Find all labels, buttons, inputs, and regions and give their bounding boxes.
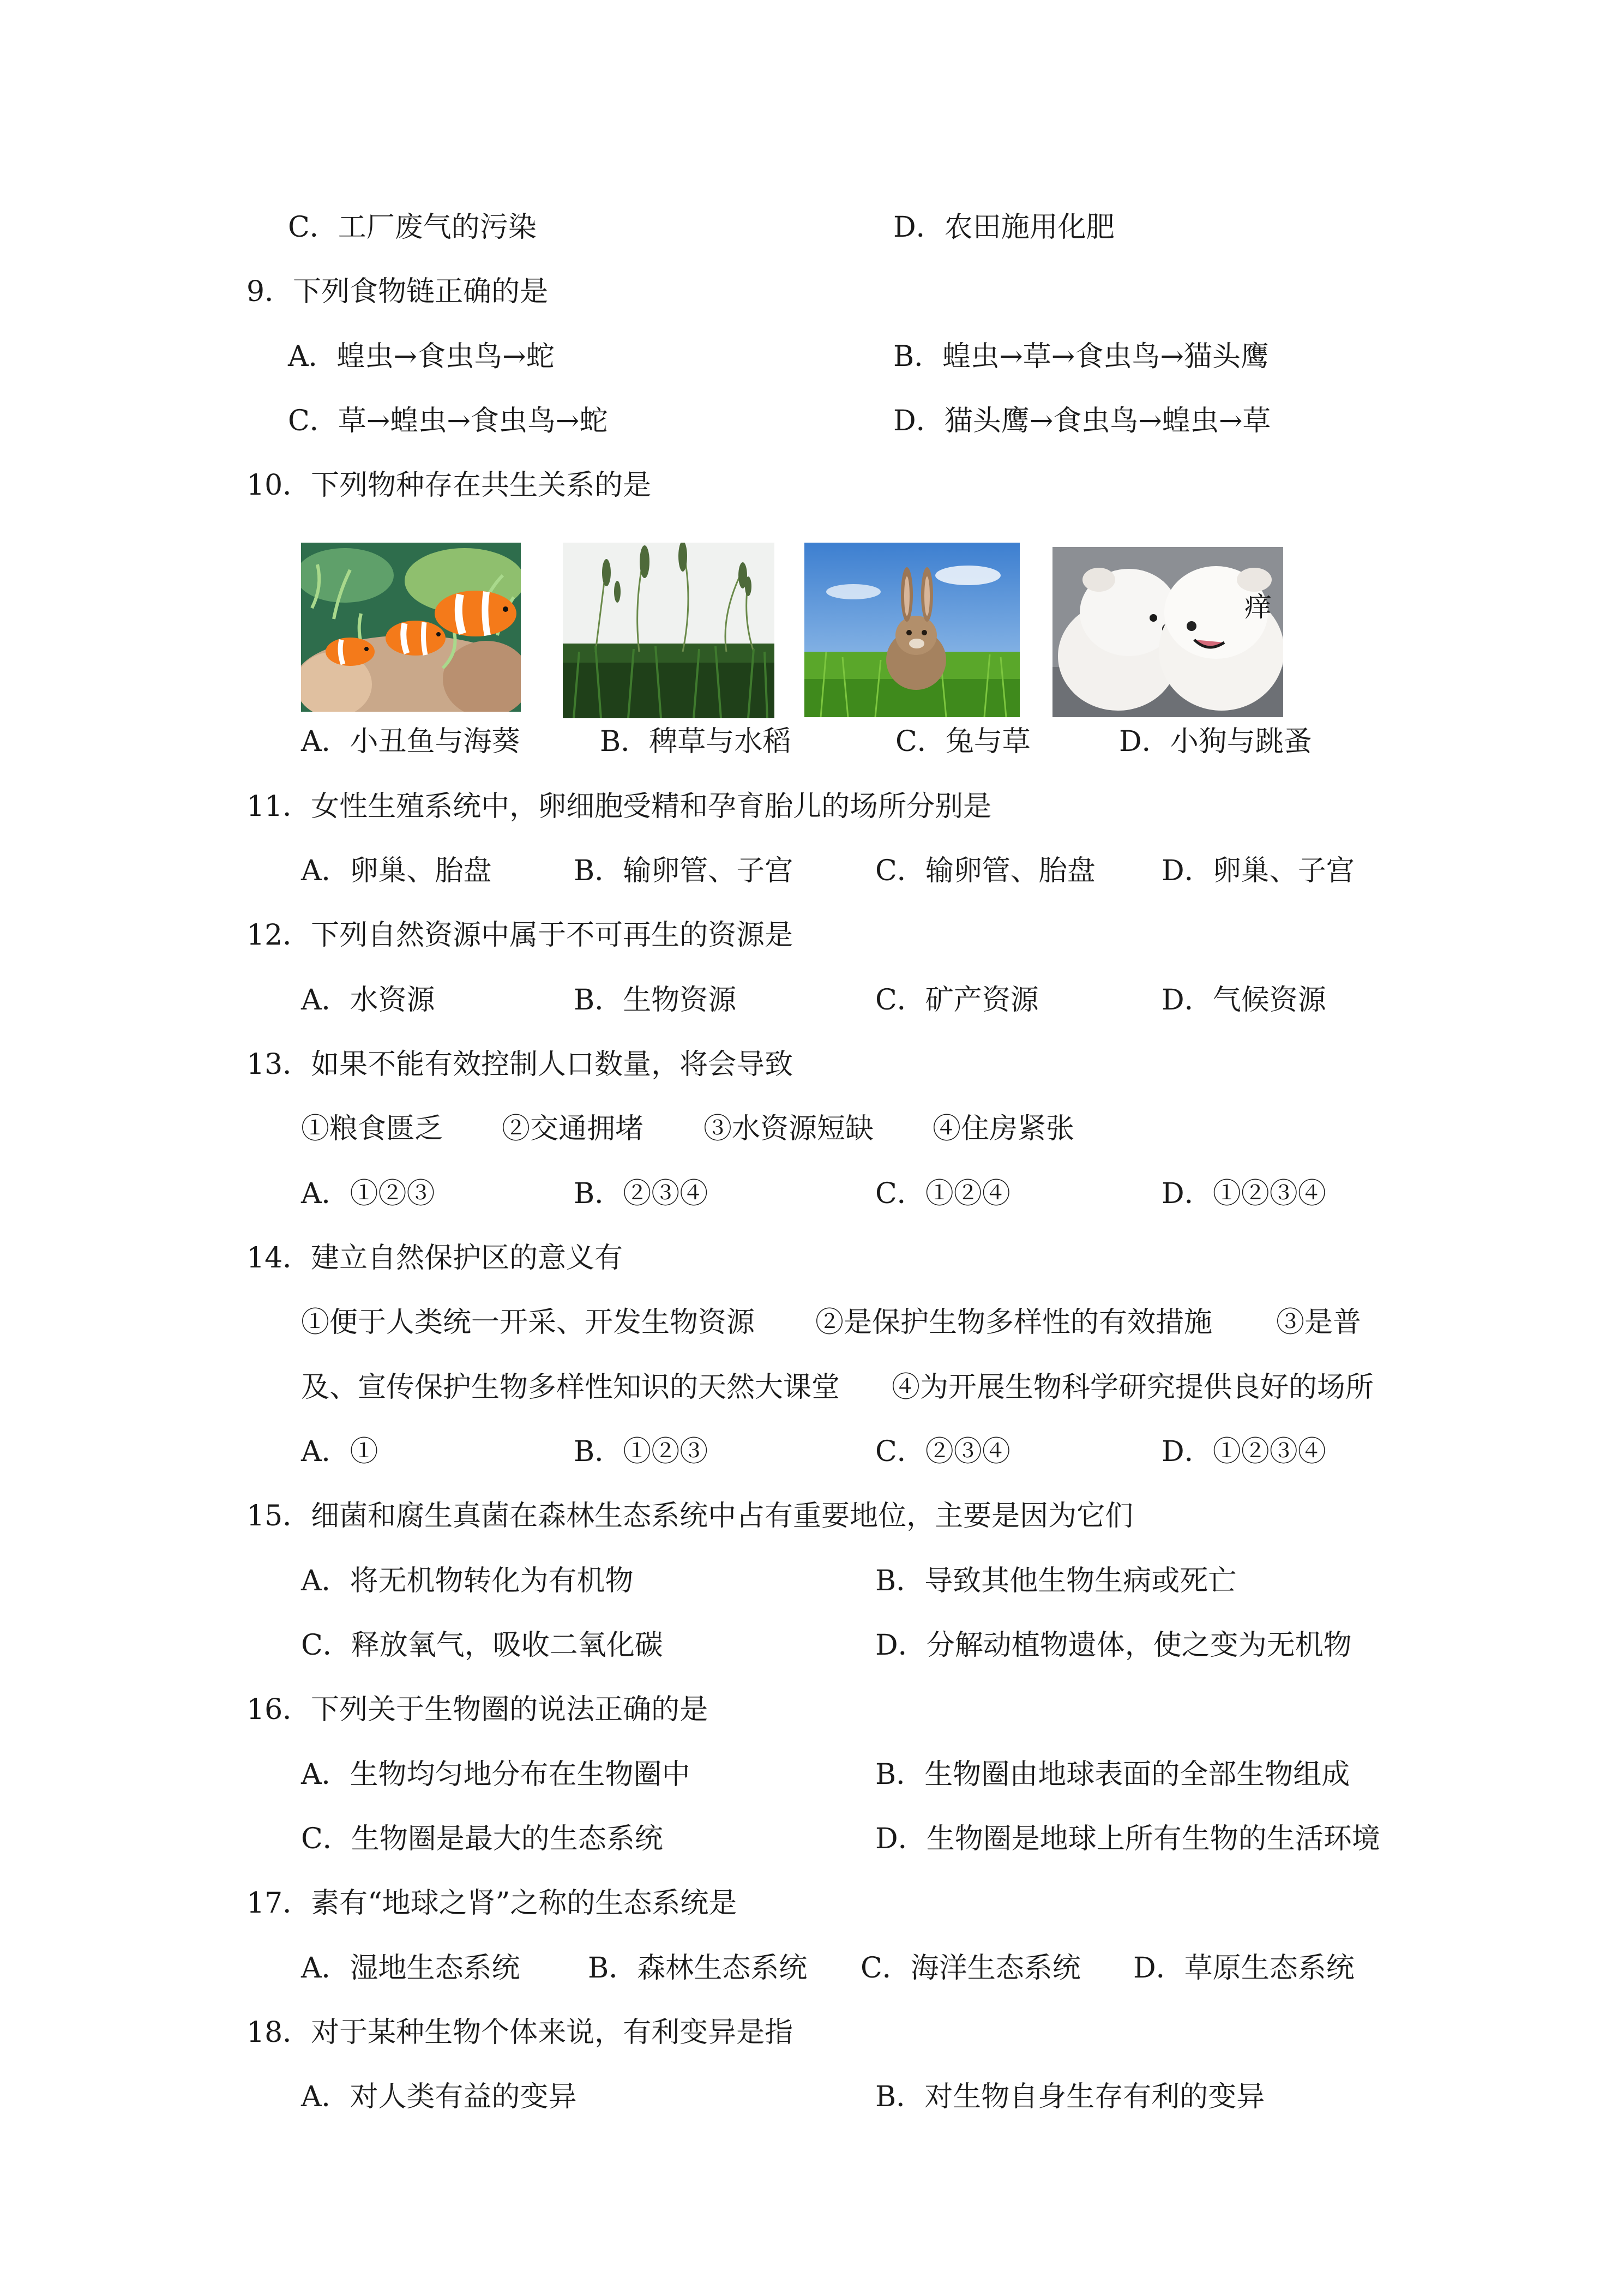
q14-item-3-end: 及、宣传保护生物多样性知识的天然大课堂 [301, 1371, 840, 1404]
q11-option-b: B．输卵管、子宫 [574, 855, 793, 887]
q18-option-b: B．对生物自身生存有利的变异 [875, 2081, 1265, 2113]
clownfish-anemone-photo [301, 543, 521, 712]
q12-option-b: B．生物资源 [574, 984, 737, 1017]
q11-option-a: A．卵巢、胎盘 [301, 855, 492, 887]
q15-stem: 15．细菌和腐生真菌在森林生态系统中占有重要地位，主要是因为它们 [246, 1500, 1134, 1532]
q10-option-c: C．兔与草 [895, 725, 1031, 758]
q13-item-4: ④住房紧张 [933, 1113, 1075, 1145]
q11-option-c: C．输卵管、胎盘 [875, 855, 1096, 887]
q13-option-c: C．①②④ [875, 1177, 1011, 1210]
q14-option-c: C．②③④ [875, 1435, 1011, 1468]
q11-stem: 11．女性生殖系统中，卵细胞受精和孕育胎儿的场所分别是 [246, 790, 992, 823]
q14-option-d: D．①②③④ [1162, 1435, 1326, 1468]
q9-option-c: C．草→蝗虫→食虫鸟→蛇 [288, 405, 608, 437]
q18-option-a: A．对人类有益的变异 [301, 2081, 577, 2113]
q8-option-d: D．农田施用化肥 [893, 211, 1115, 244]
puppies-photo-label: 痒 [1244, 591, 1272, 623]
q13-stem: 13．如果不能有效控制人口数量，将会导致 [246, 1048, 793, 1081]
q17-option-b: B．森林生态系统 [588, 1952, 808, 1985]
q9-option-a: A．蝗虫→食虫鸟→蛇 [288, 340, 555, 373]
q14-stem: 14．建立自然保护区的意义有 [246, 1242, 623, 1275]
q9-option-b: B．蝗虫→草→食虫鸟→猫头鹰 [893, 340, 1269, 373]
q13-option-a: A．①②③ [301, 1177, 435, 1210]
q17-option-a: A．湿地生态系统 [301, 1952, 520, 1985]
q13-item-2: ②交通拥堵 [502, 1113, 644, 1145]
q12-option-c: C．矿产资源 [875, 984, 1039, 1017]
q9-stem: 9．下列食物链正确的是 [246, 275, 549, 308]
q16-option-c: C．生物圈是最大的生态系统 [301, 1823, 663, 1855]
q12-stem: 12．下列自然资源中属于不可再生的资源是 [246, 919, 793, 952]
q18-stem: 18．对于某种生物个体来说，有利变异是指 [246, 2016, 793, 2049]
q15-option-b: B．导致其他生物生病或死亡 [875, 1565, 1237, 1597]
q14-item-2: ②是保护生物多样性的有效措施 [815, 1306, 1213, 1339]
q11-option-d: D．卵巢、子宫 [1162, 855, 1355, 887]
q14-option-a: A．① [301, 1435, 378, 1468]
q14-option-b: B．①②③ [574, 1435, 708, 1468]
q10-option-b: B．稗草与水稻 [600, 725, 791, 758]
q13-item-1: ①粮食匮乏 [301, 1113, 443, 1145]
q12-option-a: A．水资源 [301, 984, 435, 1017]
q13-item-3: ③水资源短缺 [703, 1113, 874, 1145]
q16-stem: 16．下列关于生物圈的说法正确的是 [246, 1693, 708, 1726]
q14-item-4: ④为开展生物科学研究提供良好的场所 [892, 1371, 1374, 1404]
q17-option-c: C．海洋生态系统 [861, 1952, 1081, 1985]
q16-option-a: A．生物均匀地分布在生物圈中 [301, 1758, 690, 1791]
rabbit-grass-photo [804, 543, 1020, 717]
q9-option-d: D．猫头鹰→食虫鸟→蝗虫→草 [893, 405, 1271, 437]
q10-option-d: D．小狗与跳蚤 [1119, 725, 1312, 758]
q16-option-d: D．生物圈是地球上所有生物的生活环境 [875, 1823, 1380, 1855]
barnyard-grass-rice-photo [563, 543, 774, 718]
q13-option-d: D．①②③④ [1162, 1177, 1326, 1210]
q15-option-a: A．将无机物转化为有机物 [301, 1565, 634, 1597]
q15-option-c: C．释放氧气，吸收二氧化碳 [301, 1629, 663, 1662]
q16-option-b: B．生物圈由地球表面的全部生物组成 [875, 1758, 1350, 1791]
q15-option-d: D．分解动植物遗体，使之变为无机物 [875, 1629, 1352, 1662]
puppies-photo [1052, 547, 1283, 717]
q12-option-d: D．气候资源 [1162, 984, 1326, 1017]
q14-item-3-start: ③是普 [1276, 1306, 1362, 1339]
q10-stem: 10．下列物种存在共生关系的是 [246, 469, 652, 502]
q14-item-1: ①便于人类统一开采、开发生物资源 [301, 1306, 755, 1339]
q10-option-a: A．小丑鱼与海葵 [301, 725, 520, 758]
q17-stem: 17．素有“地球之肾”之称的生态系统是 [246, 1887, 737, 1920]
q17-option-d: D．草原生态系统 [1133, 1952, 1355, 1985]
q8-option-c: C．工厂废气的污染 [288, 211, 537, 244]
q13-option-b: B．②③④ [574, 1177, 708, 1210]
